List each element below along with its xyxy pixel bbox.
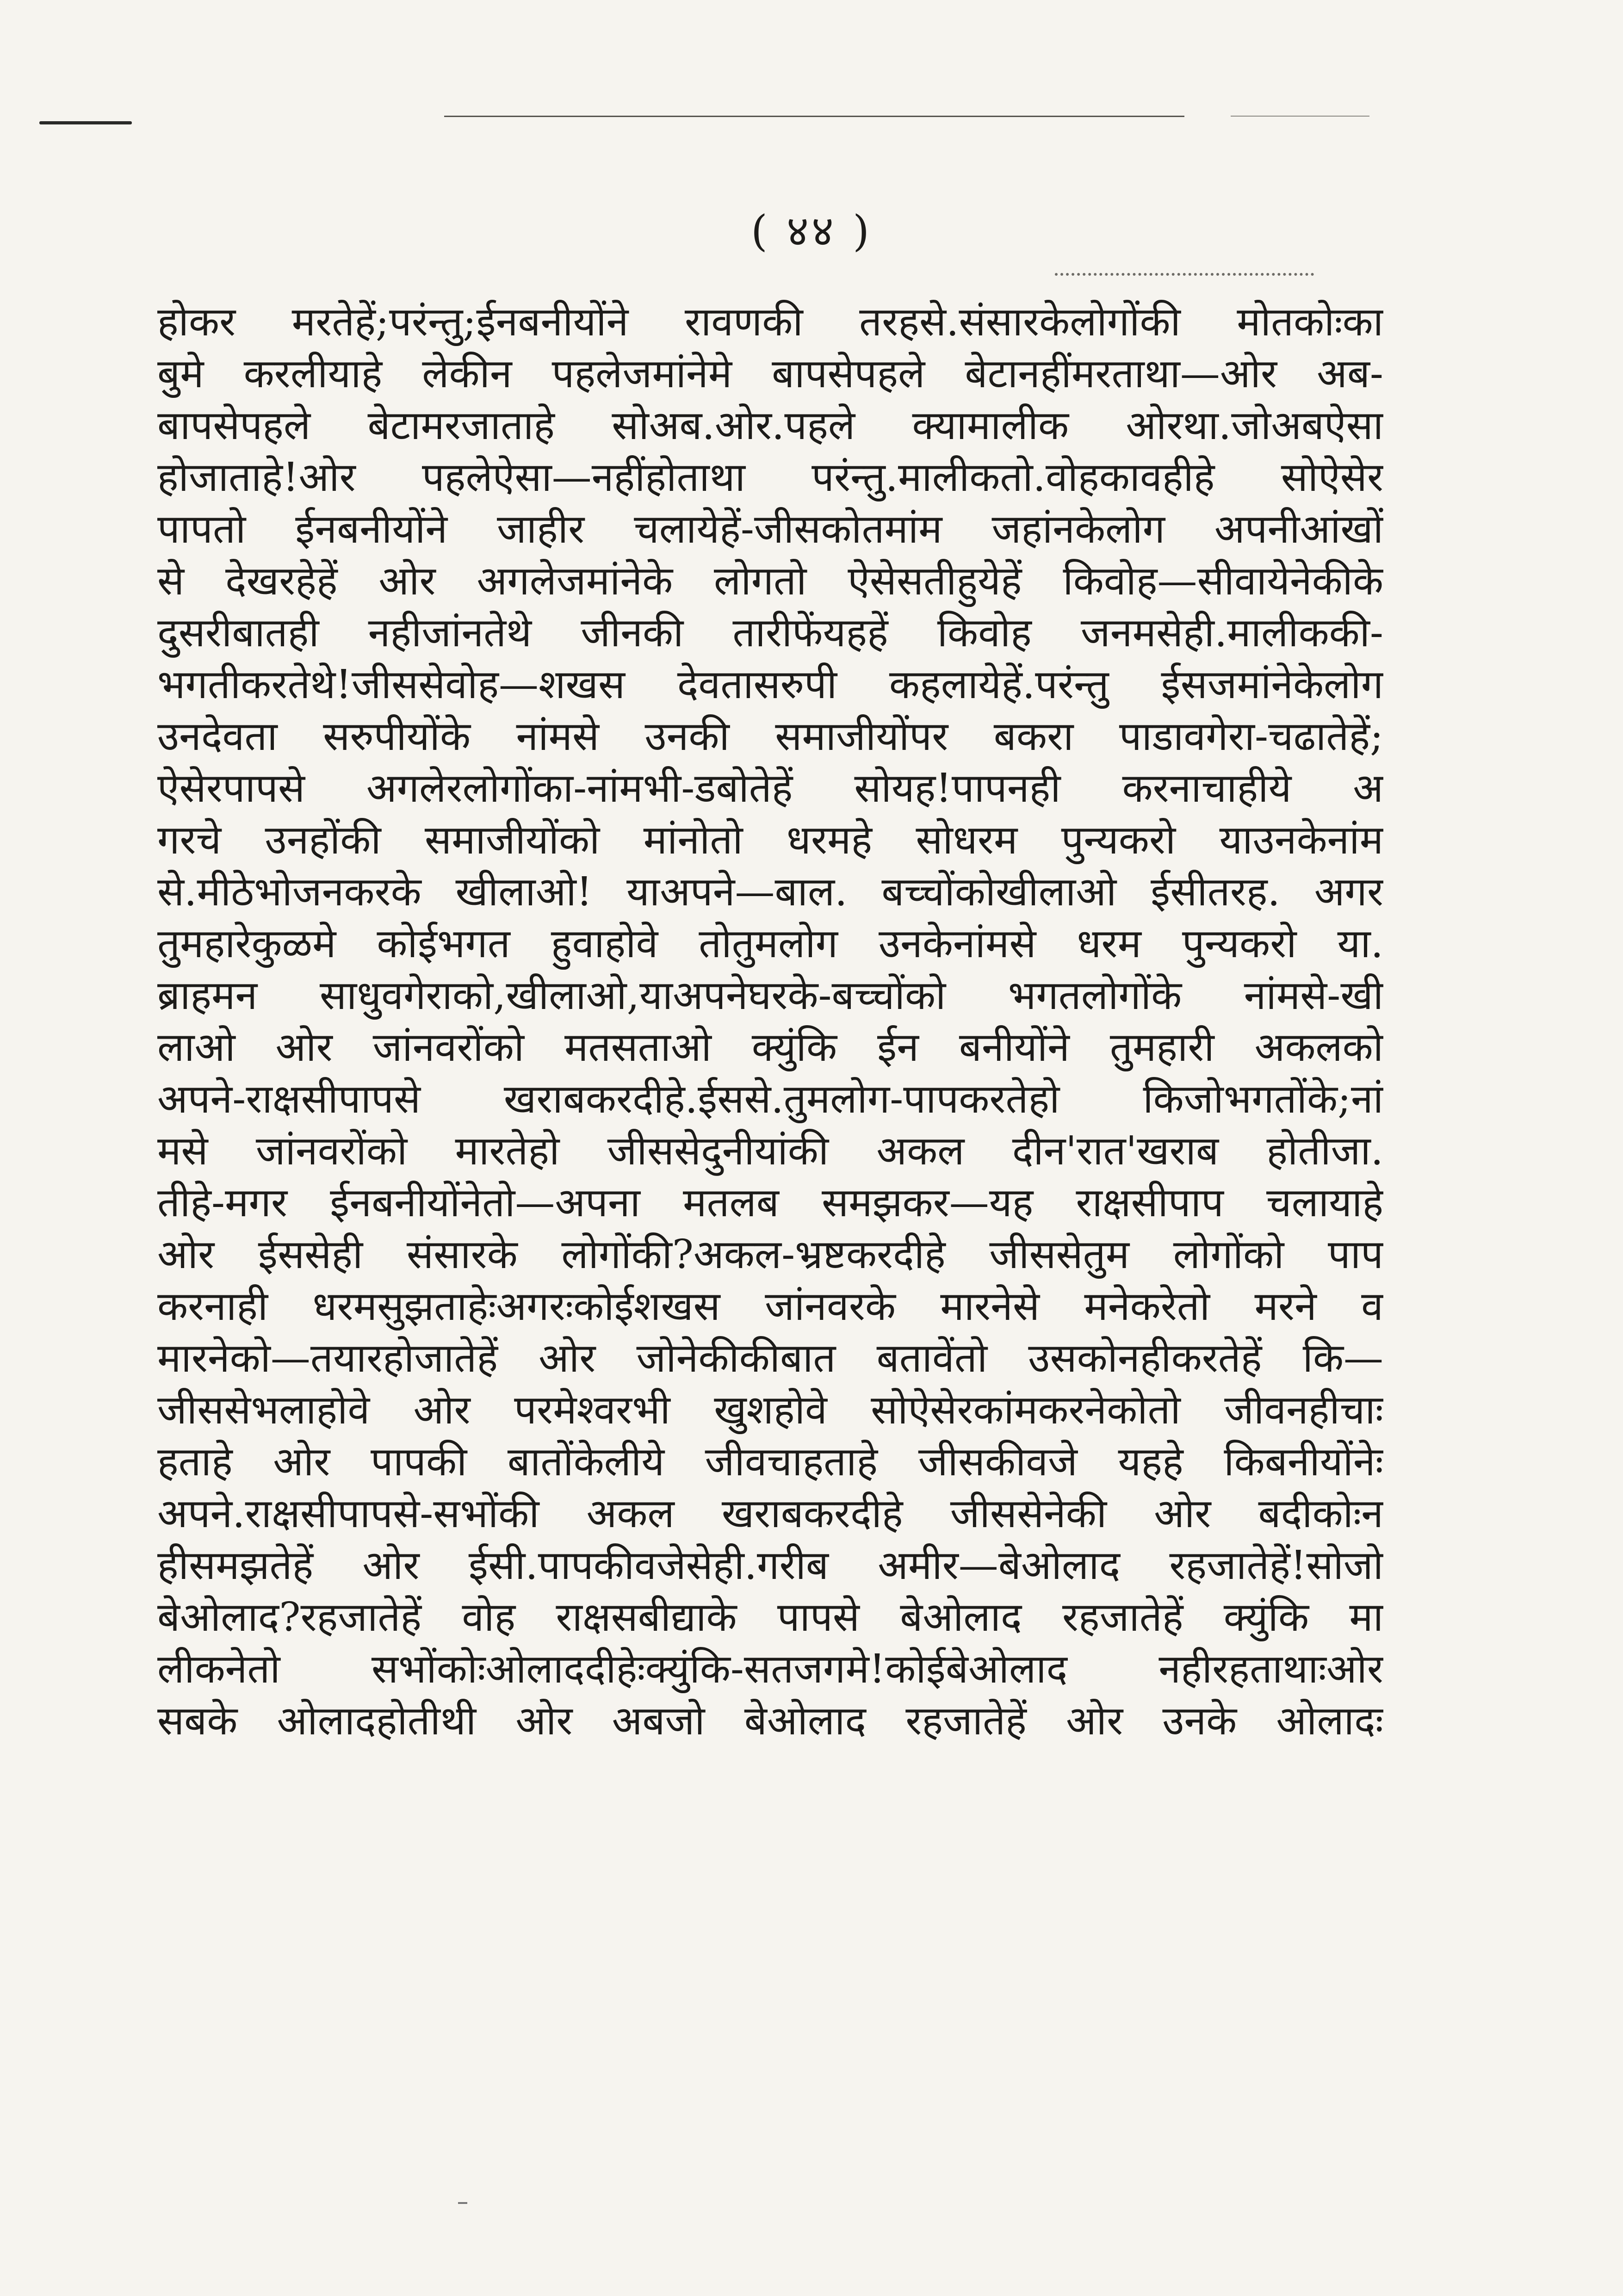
text-line: करनाही धरमसुझताहेःअगरःकोईशखस जांनवरके मारनेसे मनेकरेतो मरने व [157, 1283, 1383, 1330]
text-line: भगतीकरतेथे!जीससेवोह—शखस देवतासरुपी कहलायेहें.परंन्तु ईसजमांनेकेलोग [157, 662, 1383, 708]
text-line: हताहे ओर पापकी बातोंकेलीये जीवचाहताहे जीसकीवजे यहहे किबनीयोंनेः [157, 1439, 1383, 1485]
text-line: लाओ ओर जांनवरोंको मतसताओ क्युंकि ईन बनीयोंने तुमहारी अकलको [157, 1024, 1383, 1071]
text-line: मारनेको—तयारहोजातेहें ओर जोनेकीकीबात बतावेंतो उसकोनहीकरतेहें कि— [157, 1335, 1383, 1381]
text-line: से.मीठेभोजनकरके खीलाओ! याअपने—बाल. बच्चोंकोखीलाओ ईसीतरह. अगर [157, 869, 1383, 915]
text-line: ब्राहमन साधुवगेराको,खीलाओ,याअपनेघरके-बच्चोंको भगतलोगोंके नांमसे-खी [157, 972, 1383, 1019]
text-line: दुसरीबातही नहीजांनतेथे जीनकी तारीफेंयहहें किवोह जनमसेही.मालीककी- [157, 610, 1383, 656]
text-line: होकर मरतेहें;परंन्तु;ईनबनीयोंने रावणकी तरहसे.संसारकेलोगोंकी मोतकोःका [157, 299, 1383, 345]
text-line: बुमे करलीयाहे लेकीन पहलेजमांनेमे बापसेपहले बेटानहींमरताथा—ओर अब- [157, 351, 1383, 397]
page-number: ( ४४ ) [751, 206, 872, 256]
text-line: तुमहारेकुळमे कोईभगत हुवाहोवे तोतुमलोग उनकेनांमसे धरम पुन्यकरो या. [157, 921, 1383, 967]
text-line: बेओलाद?रहजातेहें वोह राक्षसबीद्याके पापसे बेओलाद रहजातेहें क्युंकि मा [157, 1594, 1383, 1640]
text-line: होजाताहे!ओर पहलेऐसा—नहींहोताथा परंन्तु.मालीकतो.वोहकावहीहे सोऐसेर [157, 454, 1383, 501]
text-line: गरचे उनहोंकी समाजीयोंको मांनोतो धरमहे सोधरम पुन्यकरो याउनकेनांम [157, 817, 1383, 863]
body-text [157, 296, 1383, 1747]
text-line: तीहे-मगर ईनबनीयोंनेतो—अपना मतलब समझकर—यह राक्षसीपाप चलायाहे [157, 1180, 1383, 1226]
text-line: ऐसेरपापसे अगलेरलोगोंका-नांमभी-डबोतेहें सोयह!पापनही करनाचाहीये अ [157, 765, 1383, 811]
text-line: लीकनेतो सभोंकोःओलाददीहेःक्युंकि-सतजगमे!कोईबेओलाद नहीरहताथाःओर [157, 1646, 1383, 1692]
text-line: जीससेभलाहोवे ओर परमेश्वरभी खुशहोवे सोऐसेरकांमकरनेकोतो जीवनहीचाः [157, 1387, 1383, 1433]
text-line: अपने-राक्षसीपापसे खराबकरदीहे.ईससे.तुमलोग-पापकरतेहो किजोभगतोंके;नां [157, 1076, 1383, 1122]
text-line: मसे जांनवरोंको मारतेहो जीससेदुनीयांकी अकल दीन'रात'खराब होतीजा. [157, 1128, 1383, 1174]
text-line: हीसमझतेहें ओर ईसी.पापकीवजेसेही.गरीब अमीर—बेओलाद रहजातेहें!सोजो [157, 1542, 1383, 1589]
header-rule-left [39, 121, 132, 124]
text-line: ओर ईससेही संसारके लोगोंकी?अकल-भ्रष्टकरदीहे जीससेतुम लोगोंको पाप [157, 1232, 1383, 1278]
stray-mark [458, 2202, 467, 2204]
text-line: से देखरहेहें ओर अगलेजमांनेके लोगतो ऐसेसतीहुयेहें किवोह—सीवायेनेकीके [157, 558, 1383, 604]
text-line: पापतो ईनबनीयोंने जाहीर चलायेहें-जीसकोतमांम जहांनकेलोग अपनीआंखों [157, 506, 1383, 552]
header-rule-right [1231, 116, 1369, 117]
text-line: अपने.राक्षसीपापसे-सभोंकी अकल खराबकरदीहे जीससेनेकी ओर बदीकोःन [157, 1491, 1383, 1537]
text-line: बापसेपहले बेटामरजाताहे सोअब.ओर.पहले क्यामालीक ओरथा.जोअबऐसा [157, 402, 1383, 449]
dotted-mark [1055, 273, 1314, 278]
header-rule [444, 116, 1184, 117]
text-line: उनदेवता सरुपीयोंके नांमसे उनकी समाजीयोंपर बकरा पाडावगेरा-चढातेहें; [157, 713, 1383, 760]
text-line: सबके ओलादहोतीथी ओर अबजो बेओलाद रहजातेहें ओर उनके ओलादः [157, 1698, 1383, 1744]
